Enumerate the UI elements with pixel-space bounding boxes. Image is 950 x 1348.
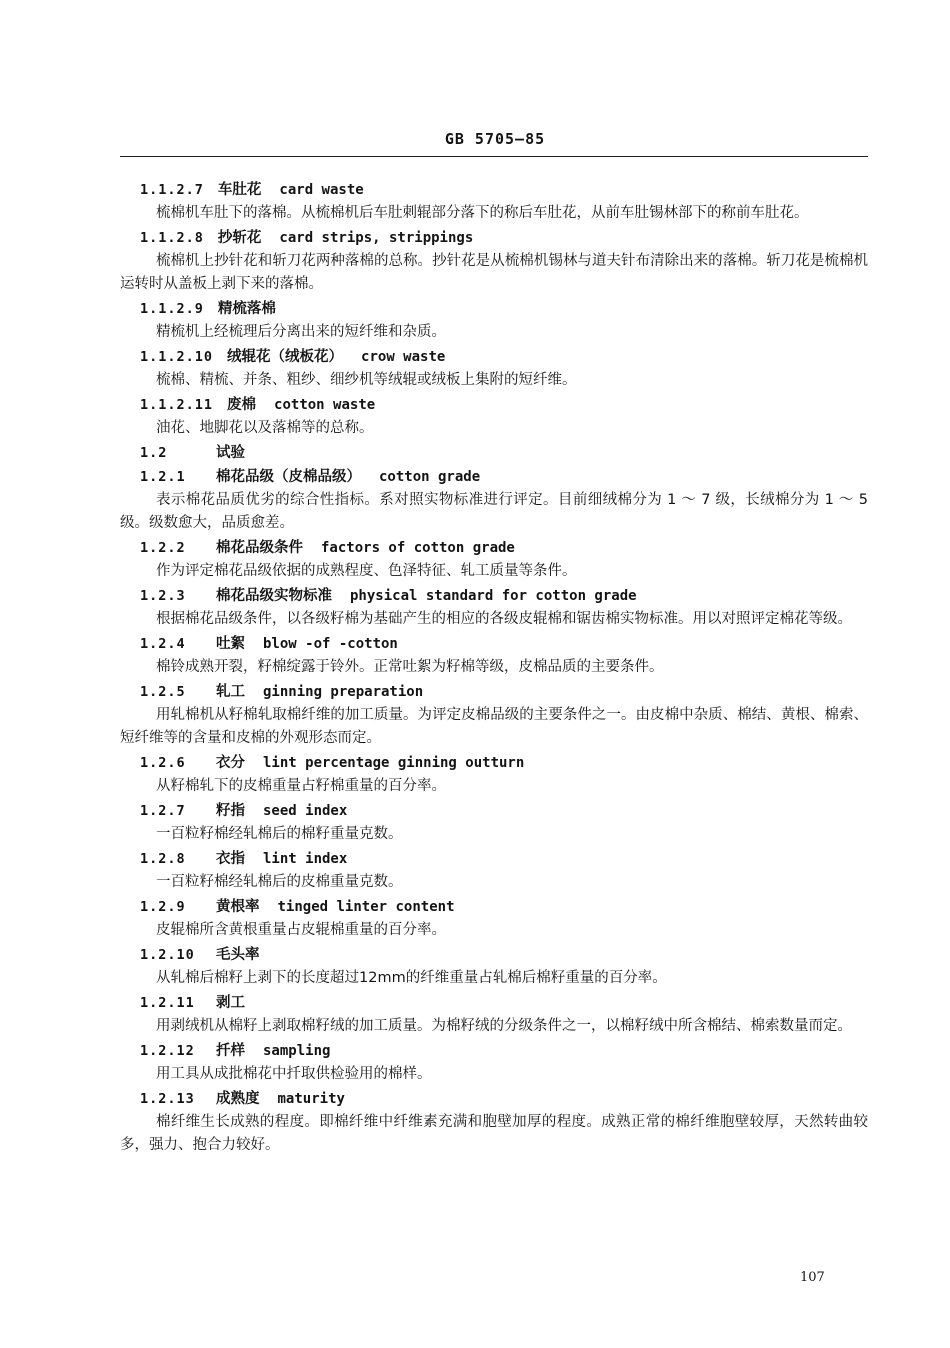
page-header: GB 5705—85 [444, 130, 546, 148]
entry-english-term: card waste [279, 182, 364, 198]
entry-number: 1.1.2.11 [140, 397, 214, 413]
entry-term: 扦样 [216, 1043, 245, 1059]
entry-heading [120, 465, 868, 489]
entry-term: 成熟度 [216, 1091, 260, 1107]
entry-heading [120, 632, 868, 656]
entry-english-term: ginning preparation [263, 684, 424, 700]
glossary-entry [120, 943, 868, 990]
entry-term: 籽指 [216, 803, 245, 819]
entry-number: 1.2.5 [140, 684, 186, 700]
glossary-entry [120, 345, 868, 392]
entry-definition: 精梳机上经梳理后分离出来的短纤维和杂质。 [156, 324, 446, 340]
glossary-entry [120, 584, 868, 631]
entry-definition: 梳棉、精梳、并条、粗纱、细纱机等绒辊或绒板上集附的短纤维。 [156, 372, 577, 388]
entry-number: 1.1.2.8 [140, 230, 204, 246]
entry-heading [120, 226, 868, 250]
entry-term: 衣分 [216, 755, 245, 771]
glossary-entry [120, 1039, 868, 1086]
page-number: 107 [800, 1270, 825, 1285]
entry-term: 衣指 [216, 851, 245, 867]
entry-definition: 从籽棉轧下的皮棉重量占籽棉重量的百分率。 [156, 778, 446, 794]
entry-english-term: cotton grade [379, 469, 481, 485]
entry-number: 1.2 [140, 445, 168, 461]
glossary-entry [120, 441, 868, 465]
entry-term: 试验 [216, 445, 245, 461]
entry-definition: 作为评定棉花品级依据的成熟程度、色泽特征、轧工质量等条件。 [156, 563, 577, 579]
entry-heading [120, 943, 868, 967]
entry-term: 车肚花 [217, 182, 262, 198]
glossary-entry [120, 895, 868, 942]
entry-english-term: cotton waste [274, 397, 376, 413]
document-body [120, 178, 868, 1158]
entry-definition: 皮辊棉所含黄根重量占皮辊棉重量的百分率。 [156, 922, 446, 938]
entry-heading [120, 297, 868, 321]
entry-english-term: crow waste [361, 349, 446, 365]
entry-number: 1.2.4 [140, 636, 186, 652]
glossary-entry [120, 799, 868, 846]
entry-number: 1.2.8 [140, 851, 186, 867]
glossary-entry [120, 226, 868, 296]
entry-definition: 梳棉机车肚下的落棉。从梳棉机后车肚刺辊部分落下的称后车肚花，从前车肚锡林部下的称前车肚花。 [156, 205, 809, 221]
entry-english-term: physical standard for cotton grade [350, 588, 637, 604]
entry-english-term: tinged linter content [277, 899, 455, 915]
entry-definition: 梳棉机上抄针花和斩刀花两种落棉的总称。抄针花是从梳棉机锡林与道夫针布清除出来的落棉。斩刀花是梳棉机运转时从盖板上剥下来的落棉。 [120, 253, 868, 292]
entry-number: 1.2.10 [140, 947, 195, 963]
entry-definition: 表示棉花品质优劣的综合性指标。系对照实物标准进行评定。目前细绒棉分为 1 ～ 7 级，长绒棉分为 1 ～ 5 级。级数愈大，品质愈差。 [120, 492, 868, 531]
entry-definition: 棉纤维生长成熟的程度。即棉纤维中纤维素充满和胞壁加厚的程度。成熟正常的棉纤维胞壁较厚，天然转曲较多，强力、抱合力较好。 [120, 1114, 868, 1153]
entry-number: 1.1.2.9 [140, 301, 204, 317]
entry-heading [120, 393, 868, 417]
entry-english-term: factors of cotton grade [321, 540, 515, 556]
entry-heading [120, 991, 868, 1015]
entry-term: 毛头率 [216, 947, 260, 963]
entry-number: 1.2.9 [140, 899, 186, 915]
entry-term: 棉花品级（皮棉品级） [216, 469, 361, 485]
entry-number: 1.2.11 [140, 995, 195, 1011]
entry-number: 1.1.2.7 [140, 182, 204, 198]
entry-number: 1.2.6 [140, 755, 186, 771]
entry-term: 黄根率 [216, 899, 260, 915]
entry-definition: 一百粒籽棉经轧棉后的棉籽重量克数。 [156, 826, 403, 842]
entry-english-term: sampling [263, 1043, 331, 1059]
entry-term: 棉花品级条件 [216, 540, 303, 556]
glossary-entry [120, 991, 868, 1038]
entry-number: 1.2.1 [140, 469, 186, 485]
glossary-entry [120, 393, 868, 440]
glossary-entry [120, 536, 868, 583]
glossary-entry [120, 1087, 868, 1157]
entry-definition: 棉铃成熟开裂，籽棉绽露于铃外。正常吐絮为籽棉等级，皮棉品质的主要条件。 [156, 659, 664, 675]
entry-heading [120, 536, 868, 560]
entry-number: 1.2.2 [140, 540, 186, 556]
entry-definition: 一百粒籽棉经轧棉后的皮棉重量克数。 [156, 874, 403, 890]
entry-term: 精梳落棉 [217, 301, 276, 317]
entry-definition: 油花、地脚花以及落棉等的总称。 [156, 420, 374, 436]
glossary-entry [120, 178, 868, 225]
entry-english-term: lint percentage ginning outturn [263, 755, 525, 771]
entry-english-term: maturity [277, 1091, 345, 1107]
header-rule [120, 156, 868, 157]
entry-heading [120, 799, 868, 823]
entry-heading [120, 178, 868, 202]
entry-heading [120, 680, 868, 704]
entry-term: 剥工 [216, 995, 245, 1011]
entry-term: 废棉 [227, 397, 257, 413]
entry-definition: 根据棉花品级条件，以各级籽棉为基础产生的相应的各级皮辊棉和锯齿棉实物标准。用以对照评定棉花等级。 [156, 611, 852, 627]
entry-english-term: seed index [263, 803, 348, 819]
entry-number: 1.2.13 [140, 1091, 195, 1107]
entry-number: 1.2.3 [140, 588, 186, 604]
glossary-entry [120, 465, 868, 535]
entry-term: 吐絮 [216, 636, 245, 652]
entry-heading [120, 1087, 868, 1111]
glossary-entry [120, 680, 868, 750]
entry-term: 抄斩花 [217, 230, 262, 246]
entry-heading [120, 345, 868, 369]
glossary-entry [120, 751, 868, 798]
entry-definition: 用轧棉机从籽棉轧取棉纤维的加工质量。为评定皮棉品级的主要条件之一。由皮棉中杂质、棉结、黄根、棉索、短纤维等的含量和皮棉的外观形态而定。 [120, 707, 868, 746]
entry-number: 1.2.12 [140, 1043, 195, 1059]
entry-heading [120, 751, 868, 775]
entry-definition: 从轧棉后棉籽上剥下的长度超过12mm的纤维重量占轧棉后棉籽重量的百分率。 [156, 970, 667, 986]
entry-english-term: lint index [263, 851, 348, 867]
entry-english-term: card strips, strippings [279, 230, 474, 246]
glossary-entry [120, 632, 868, 679]
entry-heading [120, 1039, 868, 1063]
entry-heading [120, 584, 868, 608]
entry-heading [120, 441, 868, 465]
entry-english-term: blow -of -cotton [263, 636, 398, 652]
entry-heading [120, 847, 868, 871]
glossary-entry [120, 847, 868, 894]
entry-term: 棉花品级实物标准 [216, 588, 332, 604]
entry-heading [120, 895, 868, 919]
entry-definition: 用工具从成批棉花中扦取供检验用的棉样。 [156, 1066, 432, 1082]
entry-number: 1.1.2.10 [140, 349, 214, 365]
entry-number: 1.2.7 [140, 803, 186, 819]
entry-definition: 用剥绒机从棉籽上剥取棉籽绒的加工质量。为棉籽绒的分级条件之一，以棉籽绒中所含棉结、棉索数量而定。 [156, 1018, 852, 1034]
entry-term: 绒辊花（绒板花） [227, 349, 344, 365]
glossary-entry [120, 297, 868, 344]
entry-term: 轧工 [216, 684, 245, 700]
